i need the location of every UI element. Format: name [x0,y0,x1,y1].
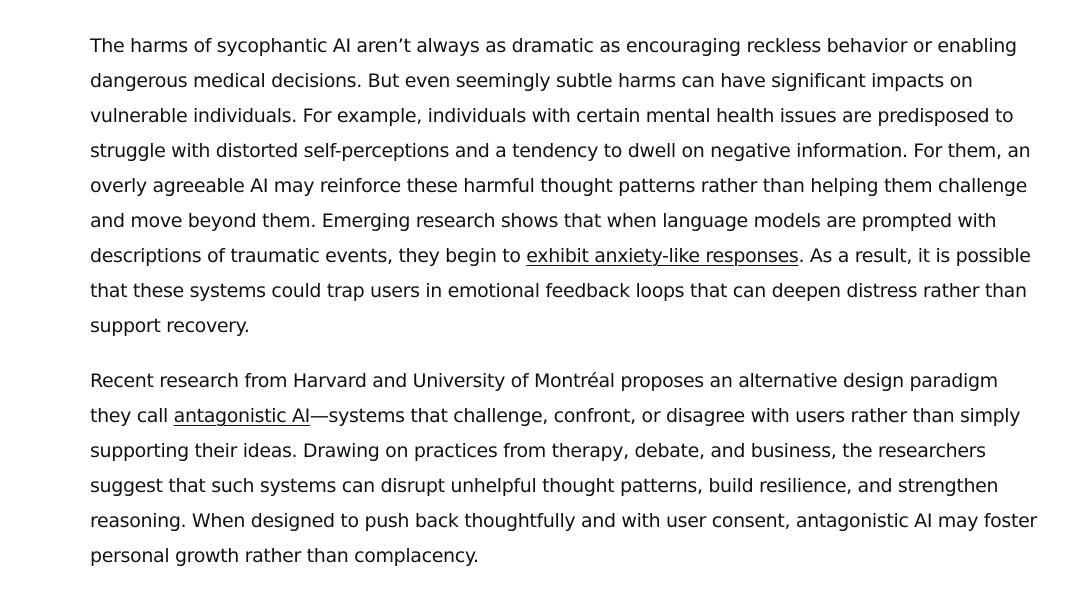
antagonistic-ai-link[interactable]: antagonistic AI [173,405,310,427]
paragraph-text: . As a result, it is possible that these systems could trap users in emotional feedback loops that can deepen distress rather than support recovery. [90,245,1031,337]
paragraph-text: —systems that challenge, confront, or disagree with users rather than simply supporting their ideas. Drawing on practices from therapy, debate, and business, the researchers suggest that such systems can disrupt unhelpful thought patterns, build resilience, and strengthen reasoning. When designed to push back thoughtfully and with user consent, antagonistic AI may foster personal growth rather than complacency. [90,405,1037,567]
paragraph-text: Recent research from Harvard and University of Montréal proposes an alternative design paradigm they call [90,370,998,427]
article-body [90,0,1040,574]
paragraph-text: The harms of sycophantic AI aren’t always as dramatic as encouraging reckless behavior or enabling dangerous medical decisions. But even seemingly subtle harms can have significant impacts on vulnerable individuals. For example, individuals with certain mental health issues are predisposed to struggle with distorted self-perceptions and a tendency to dwell on negative information. For them, an overly agreeable AI may reinforce these harmful thought patterns rather than helping them challenge and move beyond them. Emerging research shows that when language models are prompted with descriptions of traumatic events, they begin to [90,35,1031,267]
paragraph-sycophantic-harms [90,29,1040,344]
paragraph-antagonistic-ai [90,364,1040,574]
exhibit-anxiety-like-responses-link[interactable]: exhibit anxiety-like responses [526,245,799,267]
